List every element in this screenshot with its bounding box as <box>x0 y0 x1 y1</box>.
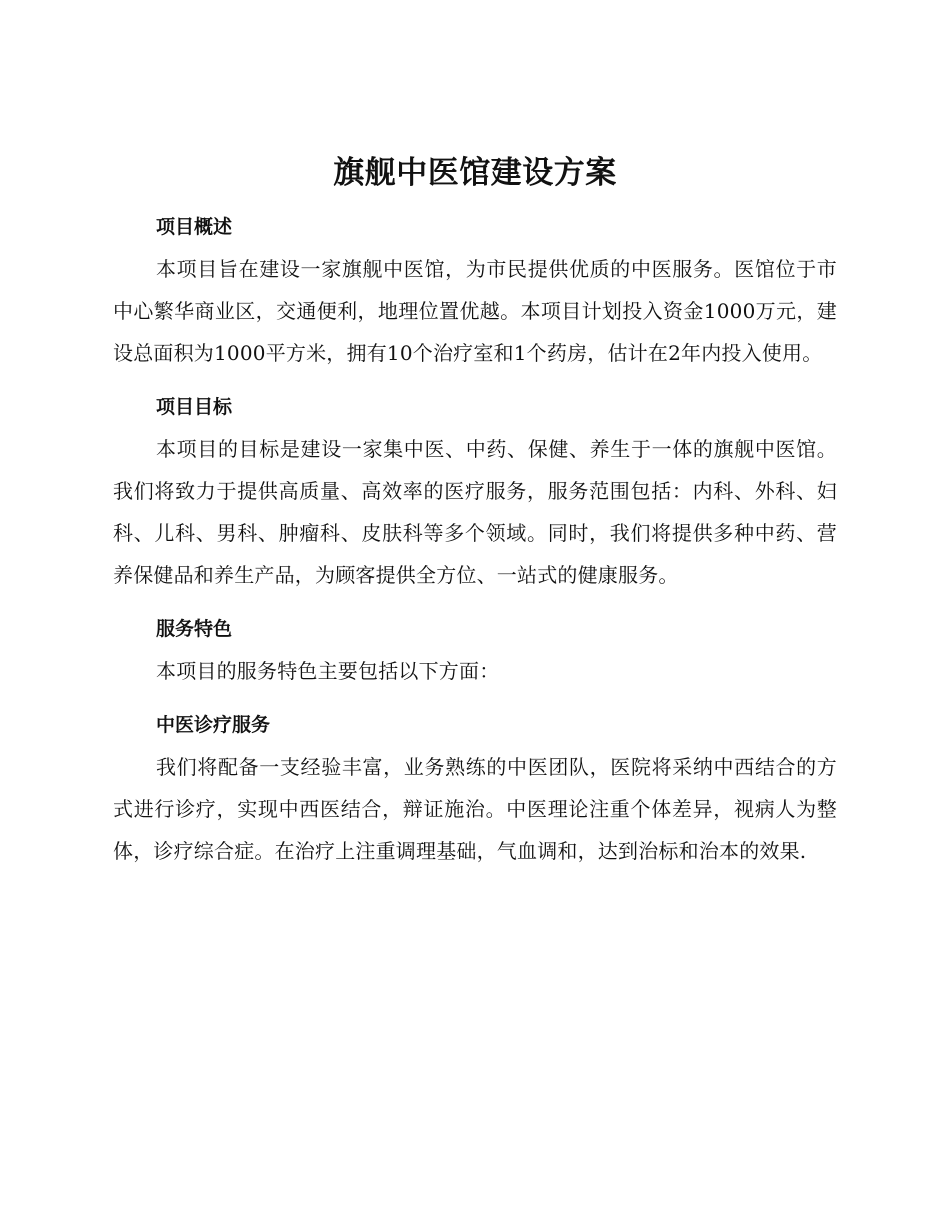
section-heading-overview: 项目概述 <box>156 216 233 238</box>
document-body <box>113 148 837 884</box>
paragraph-goals: 本项目的目标是建设一家集中医、中药、保健、养生于一体的旗舰中医馆。我们将致力于提供高质量、高效率的医疗服务，服务范围包括：内科、外科、妇科、儿科、男科、肿瘤科、皮肤科等多个领域。同时，我们将提供多种中药、营养保健品和养生产品，为顾客提供全方位、一站式的健康服务。 <box>113 437 837 587</box>
section-heading-goals: 项目目标 <box>156 396 233 418</box>
section-heading-service-features: 服务特色 <box>156 618 233 640</box>
section-heading-tcm-treatment: 中医诊疗服务 <box>156 714 271 736</box>
paragraph-overview: 本项目旨在建设一家旗舰中医馆，为市民提供优质的中医服务。医馆位于市中心繁华商业区，交通便利，地理位置优越。本项目计划投入资金1000万元，建设总面积为1000平方米，拥有10个治疗室和1个药房，估计在2年内投入使用。 <box>113 257 837 365</box>
paragraph-service-features: 本项目的服务特色主要包括以下方面： <box>156 659 500 683</box>
paragraph-tcm-treatment: 我们将配备一支经验丰富，业务熟练的中医团队，医院将采纳中西结合的方式进行诊疗，实现中西医结合，辩证施治。中医理论注重个体差异，视病人为整体，诊疗综合症。在治疗上注重调理基础，气血调和，达到治标和治本的效果. <box>113 755 837 863</box>
document-title: 旗舰中医馆建设方案 <box>333 155 617 191</box>
